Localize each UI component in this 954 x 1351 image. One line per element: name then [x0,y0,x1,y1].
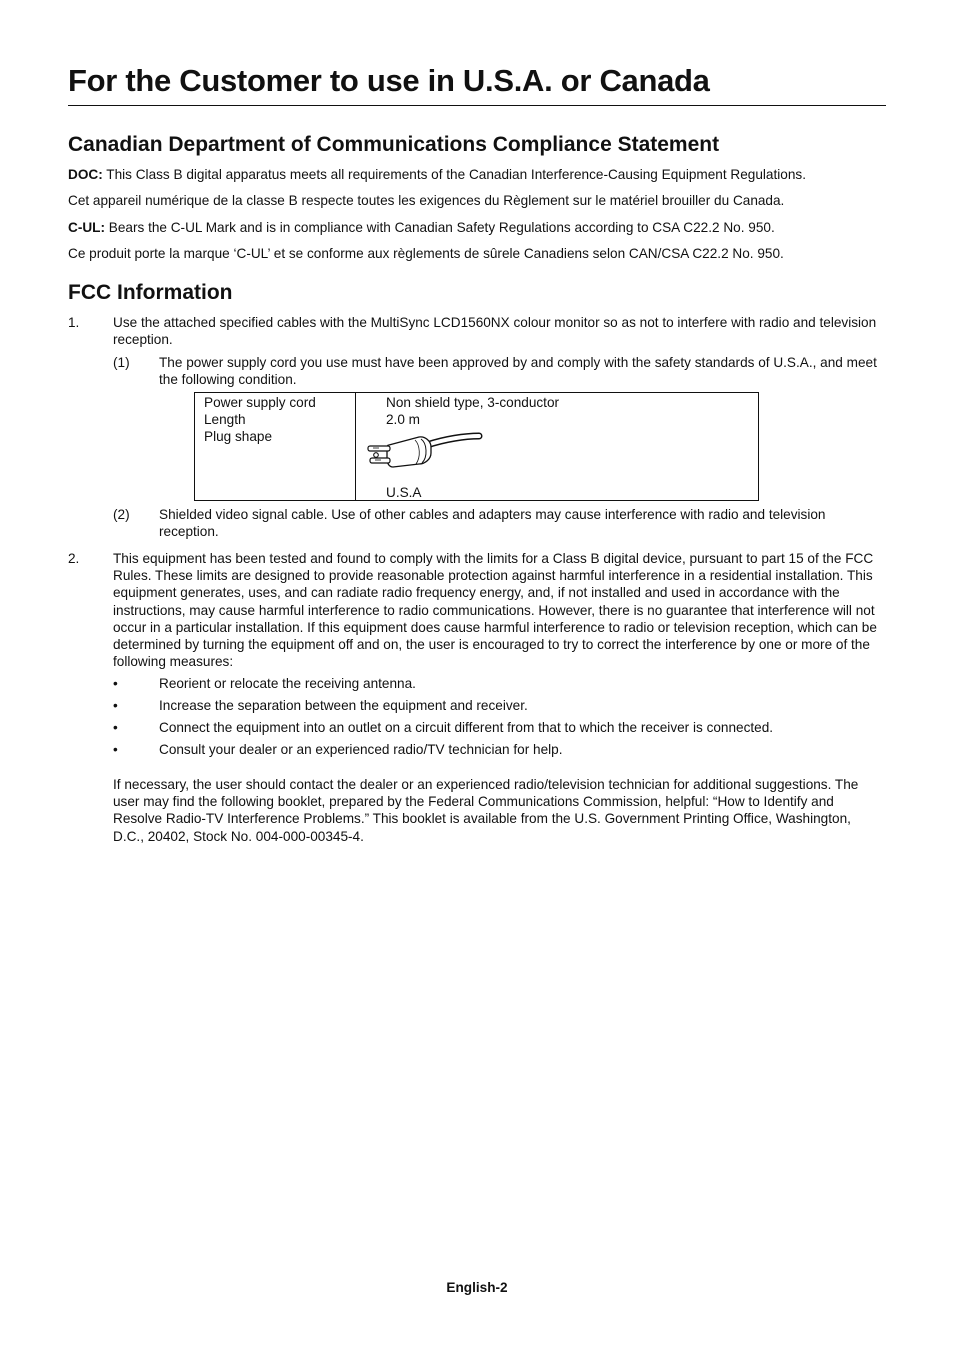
bullet-1-marker: • [113,676,118,691]
title-divider [68,105,886,106]
item-2-number: 2. [68,551,80,566]
doc-text: This Class B digital apparatus meets all requirements of the Canadian Interference-Causing Equipment Regulations. [102,167,806,182]
bullet-4-marker: • [113,742,118,757]
bullet-2-marker: • [113,698,118,713]
table-divider [355,393,356,500]
item-2-text: This equipment has been tested and found to comply with the limits for a Class B digital device, pursuant to part 15 of the FCC Rules. These limits are designed to provide reasonable protection against harmful interference in a residential installation. This equipment generates, uses, and can radiate radio frequency energy, and, if not installed and used in accordance with the instructions, may cause harmful interference to radio communications. However, there is no guarantee that interference will not occur in a particular installation. If this equipment does cause harmful interference to radio or television reception, which can be determined by turning the equipment off and on, the user is encouraged to try to correct the interference by one or more of the following measures: [113,551,877,670]
doc-label: DOC: [68,167,103,182]
fcc-heading: FCC Information [68,281,233,304]
plug-caption: U.S.A [386,485,422,500]
item-1-number: 1. [68,315,80,330]
bullet-3-text: Connect the equipment into an outlet on a circuit different from that to which the receiver is connected. [159,720,774,735]
label-plug-shape: Plug shape [204,429,273,444]
doc-statement-french: Cet appareil numérique de la classe B respecte toutes les exigences du Règlement sur le matériel brouiller du Canada. [68,193,785,208]
sub-2-text: Shielded video signal cable. Use of other cables and adapters may cause interference with radio and television reception. [159,507,826,540]
canadian-heading: Canadian Department of Communications Compliance Statement [68,133,720,156]
closing-paragraph: If necessary, the user should contact the dealer or an experienced radio/television technician for additional suggestions. The user may find the following booklet, prepared by the Federal Communications Commission, helpful: “How to Identify and Resolve Radio-TV Interference Problems.” This booklet is available from the U.S. Government Printing Office, Washington, D.C., 20402, Stock No. 004-000-00345-4. [113,777,859,844]
power-plug-icon [365,427,485,477]
bullet-2-text: Increase the separation between the equipment and receiver. [159,698,528,713]
page-title: For the Customer to use in U.S.A. or Canada [68,63,710,98]
cul-statement [68,219,886,236]
power-cord-condition-table [194,392,759,501]
doc-statement [68,166,886,183]
cul-text: Bears the C-UL Mark and is in compliance with Canadian Safety Regulations according to CSA C22.2 No. 950. [105,220,775,235]
item-1-text: Use the attached specified cables with the MultiSync LCD1560NX colour monitor so as not to interfere with radio and television reception. [113,315,877,348]
value-length: 2.0 m [386,412,420,427]
cul-label: C-UL: [68,220,105,235]
label-length: Length [204,412,246,427]
sub-2-number: (2) [113,507,130,522]
bullet-1-text: Reorient or relocate the receiving antenna. [159,676,416,691]
label-power-supply-cord: Power supply cord [204,395,316,410]
sub-1-number: (1) [113,355,130,370]
sub-1-text: The power supply cord you use must have been approved by and comply with the safety standards of U.S.A., and meet the following condition. [159,355,877,388]
value-power-supply-cord: Non shield type, 3-conductor [386,395,560,410]
cul-statement-french: Ce produit porte la marque ‘C-UL’ et se conforme aux règlements de sûrele Canadiens selon CAN/CSA C22.2 No. 950. [68,246,784,261]
page-number: English-2 [446,1280,508,1295]
bullet-3-marker: • [113,720,118,735]
bullet-4-text: Consult your dealer or an experienced radio/TV technician for help. [159,742,563,757]
